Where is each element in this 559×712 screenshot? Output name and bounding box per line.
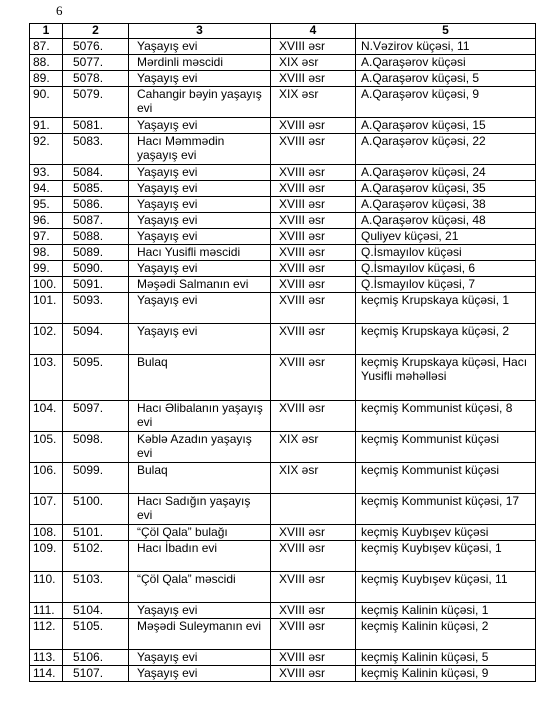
registry-code-cell: 5097.	[63, 401, 129, 432]
century-cell: XVIII əsr	[271, 525, 356, 541]
row-number-cell: 88.	[30, 55, 63, 71]
table-row	[30, 245, 536, 261]
registry-code-cell: 5076.	[63, 39, 129, 55]
row-number-cell: 110.	[30, 572, 63, 603]
registry-code-cell: 5094.	[63, 324, 129, 355]
monument-name-cell: “Çöl Qala” məscidi	[129, 572, 271, 603]
century-cell: XVIII əsr	[271, 134, 356, 165]
table-row	[30, 619, 536, 650]
address-cell: A.Qaraşərov küçəsi, 48	[356, 213, 536, 229]
registry-code-cell: 5105.	[63, 619, 129, 650]
address-cell: keçmiş Kuybışev küçəsi, 1	[356, 541, 536, 572]
row-number-cell: 106.	[30, 463, 63, 494]
registry-code-cell: 5095.	[63, 355, 129, 401]
table-row	[30, 213, 536, 229]
registry-code-cell: 5081.	[63, 118, 129, 134]
monument-name-cell: Yaşayış evi	[129, 324, 271, 355]
row-number-cell: 91.	[30, 118, 63, 134]
registry-code-cell: 5090.	[63, 261, 129, 277]
row-number-cell: 103.	[30, 355, 63, 401]
century-cell: XVIII əsr	[271, 401, 356, 432]
monument-name-cell: Yaşayış evi	[129, 213, 271, 229]
registry-code-cell: 5083.	[63, 134, 129, 165]
address-cell: A.Qaraşərov küçəsi	[356, 55, 536, 71]
registry-code-cell: 5091.	[63, 277, 129, 293]
century-cell: XVIII əsr	[271, 603, 356, 619]
row-number-cell: 99.	[30, 261, 63, 277]
century-cell: XVIII əsr	[271, 666, 356, 682]
monument-name-cell: Hacı Yusifli məscidi	[129, 245, 271, 261]
table-row	[30, 666, 536, 682]
registry-code-cell: 5077.	[63, 55, 129, 71]
table-body	[30, 39, 536, 682]
table-row	[30, 181, 536, 197]
monument-name-cell: Yaşayış evi	[129, 261, 271, 277]
table-row	[30, 261, 536, 277]
century-cell: XIX əsr	[271, 87, 356, 118]
monuments-table	[29, 23, 536, 682]
monument-name-cell: Yaşayış evi	[129, 197, 271, 213]
row-number-cell: 109.	[30, 541, 63, 572]
address-cell: keçmiş Kommunist küçəsi	[356, 463, 536, 494]
monument-name-cell: Məşədi Suleymanın evi	[129, 619, 271, 650]
monument-name-cell: Yaşayış evi	[129, 603, 271, 619]
registry-code-cell: 5100.	[63, 494, 129, 525]
monument-name-cell: Yaşayış evi	[129, 118, 271, 134]
monument-name-cell: Yaşayış evi	[129, 293, 271, 324]
monument-name-cell: Yaşayış evi	[129, 229, 271, 245]
address-cell: keçmiş Krupskaya küçəsi, 2	[356, 324, 536, 355]
monument-name-cell: Yaşayış evi	[129, 165, 271, 181]
century-cell: XVIII əsr	[271, 277, 356, 293]
row-number-cell: 105.	[30, 432, 63, 463]
century-cell: XVIII əsr	[271, 541, 356, 572]
registry-code-cell: 5101.	[63, 525, 129, 541]
row-number-cell: 89.	[30, 71, 63, 87]
registry-code-cell: 5098.	[63, 432, 129, 463]
monument-name-cell: Bulaq	[129, 355, 271, 401]
address-cell: A.Qaraşərov küçəsi, 24	[356, 165, 536, 181]
table-row	[30, 39, 536, 55]
monument-name-cell: Mərdinli məscidi	[129, 55, 271, 71]
monument-name-cell: Yaşayış evi	[129, 666, 271, 682]
century-cell: XVIII əsr	[271, 324, 356, 355]
table-row	[30, 71, 536, 87]
century-cell: XVIII əsr	[271, 245, 356, 261]
address-cell: Q.İsmayılov küçəsi, 6	[356, 261, 536, 277]
row-number-cell: 98.	[30, 245, 63, 261]
table-row	[30, 118, 536, 134]
table-row	[30, 293, 536, 324]
address-cell: A.Qaraşərov küçəsi, 35	[356, 181, 536, 197]
monument-name-cell: Cahangir bəyin yaşayış evi	[129, 87, 271, 118]
column-header-3: 3	[129, 24, 271, 39]
address-cell: Q.İsmayılov küçəsi	[356, 245, 536, 261]
century-cell: XVIII əsr	[271, 165, 356, 181]
monument-name-cell: Yaşayış evi	[129, 71, 271, 87]
century-cell: XVIII əsr	[271, 619, 356, 650]
century-cell: XVIII əsr	[271, 355, 356, 401]
registry-code-cell: 5086.	[63, 197, 129, 213]
monument-name-cell: Hacı Məmmədin yaşayış evi	[129, 134, 271, 165]
registry-code-cell: 5085.	[63, 181, 129, 197]
registry-code-cell: 5102.	[63, 541, 129, 572]
registry-code-cell: 5107.	[63, 666, 129, 682]
monument-name-cell: Bulaq	[129, 463, 271, 494]
address-cell: keçmiş Krupskaya küçəsi, Hacı Yusifli məhəlləsi	[356, 355, 536, 401]
column-header-1: 1	[30, 24, 63, 39]
address-cell: A.Qaraşərov küçəsi, 38	[356, 197, 536, 213]
registry-code-cell: 5079.	[63, 87, 129, 118]
row-number-cell: 92.	[30, 134, 63, 165]
century-cell: XIX əsr	[271, 463, 356, 494]
century-cell: XVIII əsr	[271, 71, 356, 87]
monument-name-cell: Yaşayış evi	[129, 650, 271, 666]
registry-code-cell: 5099.	[63, 463, 129, 494]
address-cell: keçmiş Kuybışev küçəsi	[356, 525, 536, 541]
registry-code-cell: 5089.	[63, 245, 129, 261]
row-number-cell: 96.	[30, 213, 63, 229]
monument-name-cell: “Çöl Qala” bulağı	[129, 525, 271, 541]
registry-code-cell: 5106.	[63, 650, 129, 666]
registry-code-cell: 5084.	[63, 165, 129, 181]
header-row	[30, 24, 536, 39]
table-row	[30, 603, 536, 619]
registry-code-cell: 5087.	[63, 213, 129, 229]
address-cell: keçmiş Kommunist küçəsi	[356, 432, 536, 463]
row-number-cell: 97.	[30, 229, 63, 245]
registry-code-cell: 5104.	[63, 603, 129, 619]
century-cell: XVIII əsr	[271, 650, 356, 666]
century-cell: XVIII əsr	[271, 39, 356, 55]
registry-code-cell: 5078.	[63, 71, 129, 87]
row-number-cell: 113.	[30, 650, 63, 666]
century-cell: XIX əsr	[271, 432, 356, 463]
column-header-2: 2	[63, 24, 129, 39]
monument-name-cell: Hacı Sadığın yaşayış evi	[129, 494, 271, 525]
row-number-cell: 111.	[30, 603, 63, 619]
century-cell: XVIII əsr	[271, 197, 356, 213]
row-number-cell: 90.	[30, 87, 63, 118]
table-row	[30, 87, 536, 118]
row-number-cell: 101.	[30, 293, 63, 324]
address-cell: A.Qaraşərov küçəsi, 15	[356, 118, 536, 134]
address-cell: Quliyev küçəsi, 21	[356, 229, 536, 245]
column-header-5: 5	[356, 24, 536, 39]
century-cell: XVIII əsr	[271, 572, 356, 603]
table-row	[30, 541, 536, 572]
registry-code-cell: 5088.	[63, 229, 129, 245]
address-cell: keçmiş Kalinin küçəsi, 9	[356, 666, 536, 682]
row-number-cell: 112.	[30, 619, 63, 650]
table-row	[30, 229, 536, 245]
address-cell: keçmiş Kalinin küçəsi, 2	[356, 619, 536, 650]
address-cell: keçmiş Kalinin küçəsi, 1	[356, 603, 536, 619]
address-cell: keçmiş Kuybışev küçəsi, 11	[356, 572, 536, 603]
monument-name-cell: Yaşayış evi	[129, 39, 271, 55]
century-cell	[271, 494, 356, 525]
address-cell: A.Qaraşərov küçəsi, 9	[356, 87, 536, 118]
monument-name-cell: Hacı İbadın evi	[129, 541, 271, 572]
century-cell: XVIII əsr	[271, 229, 356, 245]
table-row	[30, 324, 536, 355]
century-cell: XVIII əsr	[271, 261, 356, 277]
table-row	[30, 572, 536, 603]
address-cell: keçmiş Kommunist küçəsi, 17	[356, 494, 536, 525]
century-cell: XVIII əsr	[271, 118, 356, 134]
table-row	[30, 650, 536, 666]
century-cell: XVIII əsr	[271, 293, 356, 324]
row-number-cell: 94.	[30, 181, 63, 197]
monument-name-cell: Hacı Əlibalanın yaşayış evi	[129, 401, 271, 432]
address-cell: A.Qaraşərov küçəsi, 22	[356, 134, 536, 165]
address-cell: Q.İsmayılov küçəsi, 7	[356, 277, 536, 293]
monument-name-cell: Məşədi Salmanın evi	[129, 277, 271, 293]
row-number-cell: 102.	[30, 324, 63, 355]
century-cell: XIX əsr	[271, 55, 356, 71]
table-row	[30, 432, 536, 463]
row-number-cell: 95.	[30, 197, 63, 213]
table-row	[30, 197, 536, 213]
address-cell: keçmiş Krupskaya küçəsi, 1	[356, 293, 536, 324]
row-number-cell: 87.	[30, 39, 63, 55]
page-number: 6	[56, 3, 63, 18]
address-cell: A.Qaraşərov küçəsi, 5	[356, 71, 536, 87]
century-cell: XVIII əsr	[271, 213, 356, 229]
row-number-cell: 100.	[30, 277, 63, 293]
table-row	[30, 134, 536, 165]
table-row	[30, 277, 536, 293]
table-row	[30, 401, 536, 432]
registry-code-cell: 5103.	[63, 572, 129, 603]
table-row	[30, 165, 536, 181]
table-row	[30, 55, 536, 71]
registry-code-cell: 5093.	[63, 293, 129, 324]
monument-name-cell: Yaşayış evi	[129, 181, 271, 197]
table-row	[30, 355, 536, 401]
table-row	[30, 494, 536, 525]
row-number-cell: 104.	[30, 401, 63, 432]
row-number-cell: 93.	[30, 165, 63, 181]
monument-name-cell: Kəblə Azadın yaşayış evi	[129, 432, 271, 463]
century-cell: XVIII əsr	[271, 181, 356, 197]
row-number-cell: 107.	[30, 494, 63, 525]
column-header-4: 4	[271, 24, 356, 39]
row-number-cell: 108.	[30, 525, 63, 541]
address-cell: N.Vəzirov küçəsi, 11	[356, 39, 536, 55]
table-row	[30, 525, 536, 541]
address-cell: keçmiş Kommunist küçəsi, 8	[356, 401, 536, 432]
table-row	[30, 463, 536, 494]
address-cell: keçmiş Kalinin küçəsi, 5	[356, 650, 536, 666]
row-number-cell: 114.	[30, 666, 63, 682]
